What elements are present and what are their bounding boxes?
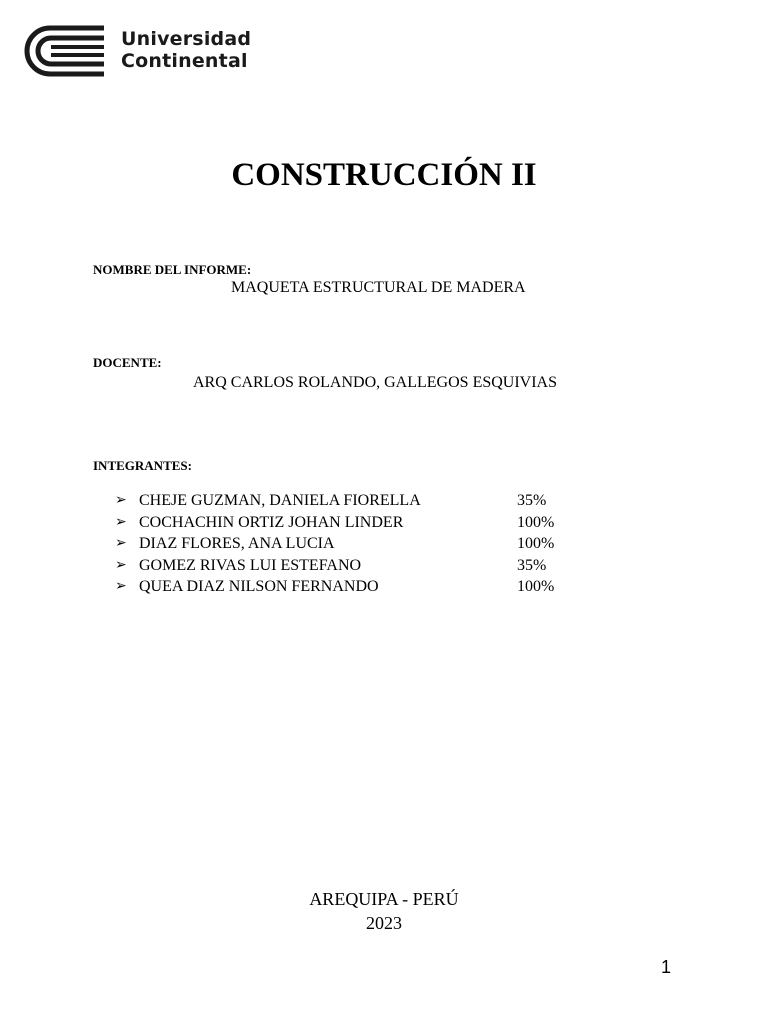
report-name-label: NOMBRE DEL INFORME: <box>93 262 252 277</box>
university-name-line1: Universidad <box>121 28 252 50</box>
members-list <box>115 490 595 598</box>
member-name: COCHACHIN ORTIZ JOHAN LINDER <box>139 513 404 531</box>
arrow-bullet-icon: ➢ <box>115 513 127 530</box>
teacher-label: DOCENTE: <box>93 355 162 370</box>
member-percentage: 100% <box>517 513 555 531</box>
arrow-bullet-icon: ➢ <box>115 492 127 508</box>
arrow-bullet-icon: ➢ <box>115 578 127 594</box>
member-name: DIAZ FLORES, ANA LUCIA <box>139 535 335 552</box>
members-label: INTEGRANTES: <box>93 458 192 473</box>
list-item <box>115 533 595 555</box>
page-number: 1 <box>661 957 672 977</box>
university-logo-mark-icon <box>24 24 108 78</box>
member-percentage: 35% <box>517 492 547 509</box>
member-name: CHEJE GUZMAN, DANIELA FIORELLA <box>139 492 421 509</box>
footer-place: AREQUIPA - PERÚ <box>309 889 459 909</box>
list-item <box>115 490 595 512</box>
arrow-bullet-icon: ➢ <box>115 556 127 573</box>
member-name: GOMEZ RIVAS LUI ESTEFANO <box>139 556 362 574</box>
member-percentage: 35% <box>517 556 547 574</box>
member-percentage: 100% <box>517 535 555 552</box>
arrow-bullet-icon: ➢ <box>115 535 127 551</box>
member-percentage: 100% <box>517 578 555 595</box>
footer-year: 2023 <box>366 913 402 933</box>
report-name-value: MAQUETA ESTRUCTURAL DE MADERA <box>231 279 526 296</box>
document-title: CONSTRUCCIÓN II <box>231 157 537 193</box>
university-logo <box>24 24 254 80</box>
university-name <box>121 28 251 72</box>
list-item <box>115 576 595 598</box>
university-name-line2: Continental <box>121 50 248 72</box>
teacher-value: ARQ CARLOS ROLANDO, GALLEGOS ESQUIVIAS <box>193 374 558 391</box>
list-item <box>115 555 595 577</box>
member-name: QUEA DIAZ NILSON FERNANDO <box>139 578 379 595</box>
list-item <box>115 512 595 534</box>
